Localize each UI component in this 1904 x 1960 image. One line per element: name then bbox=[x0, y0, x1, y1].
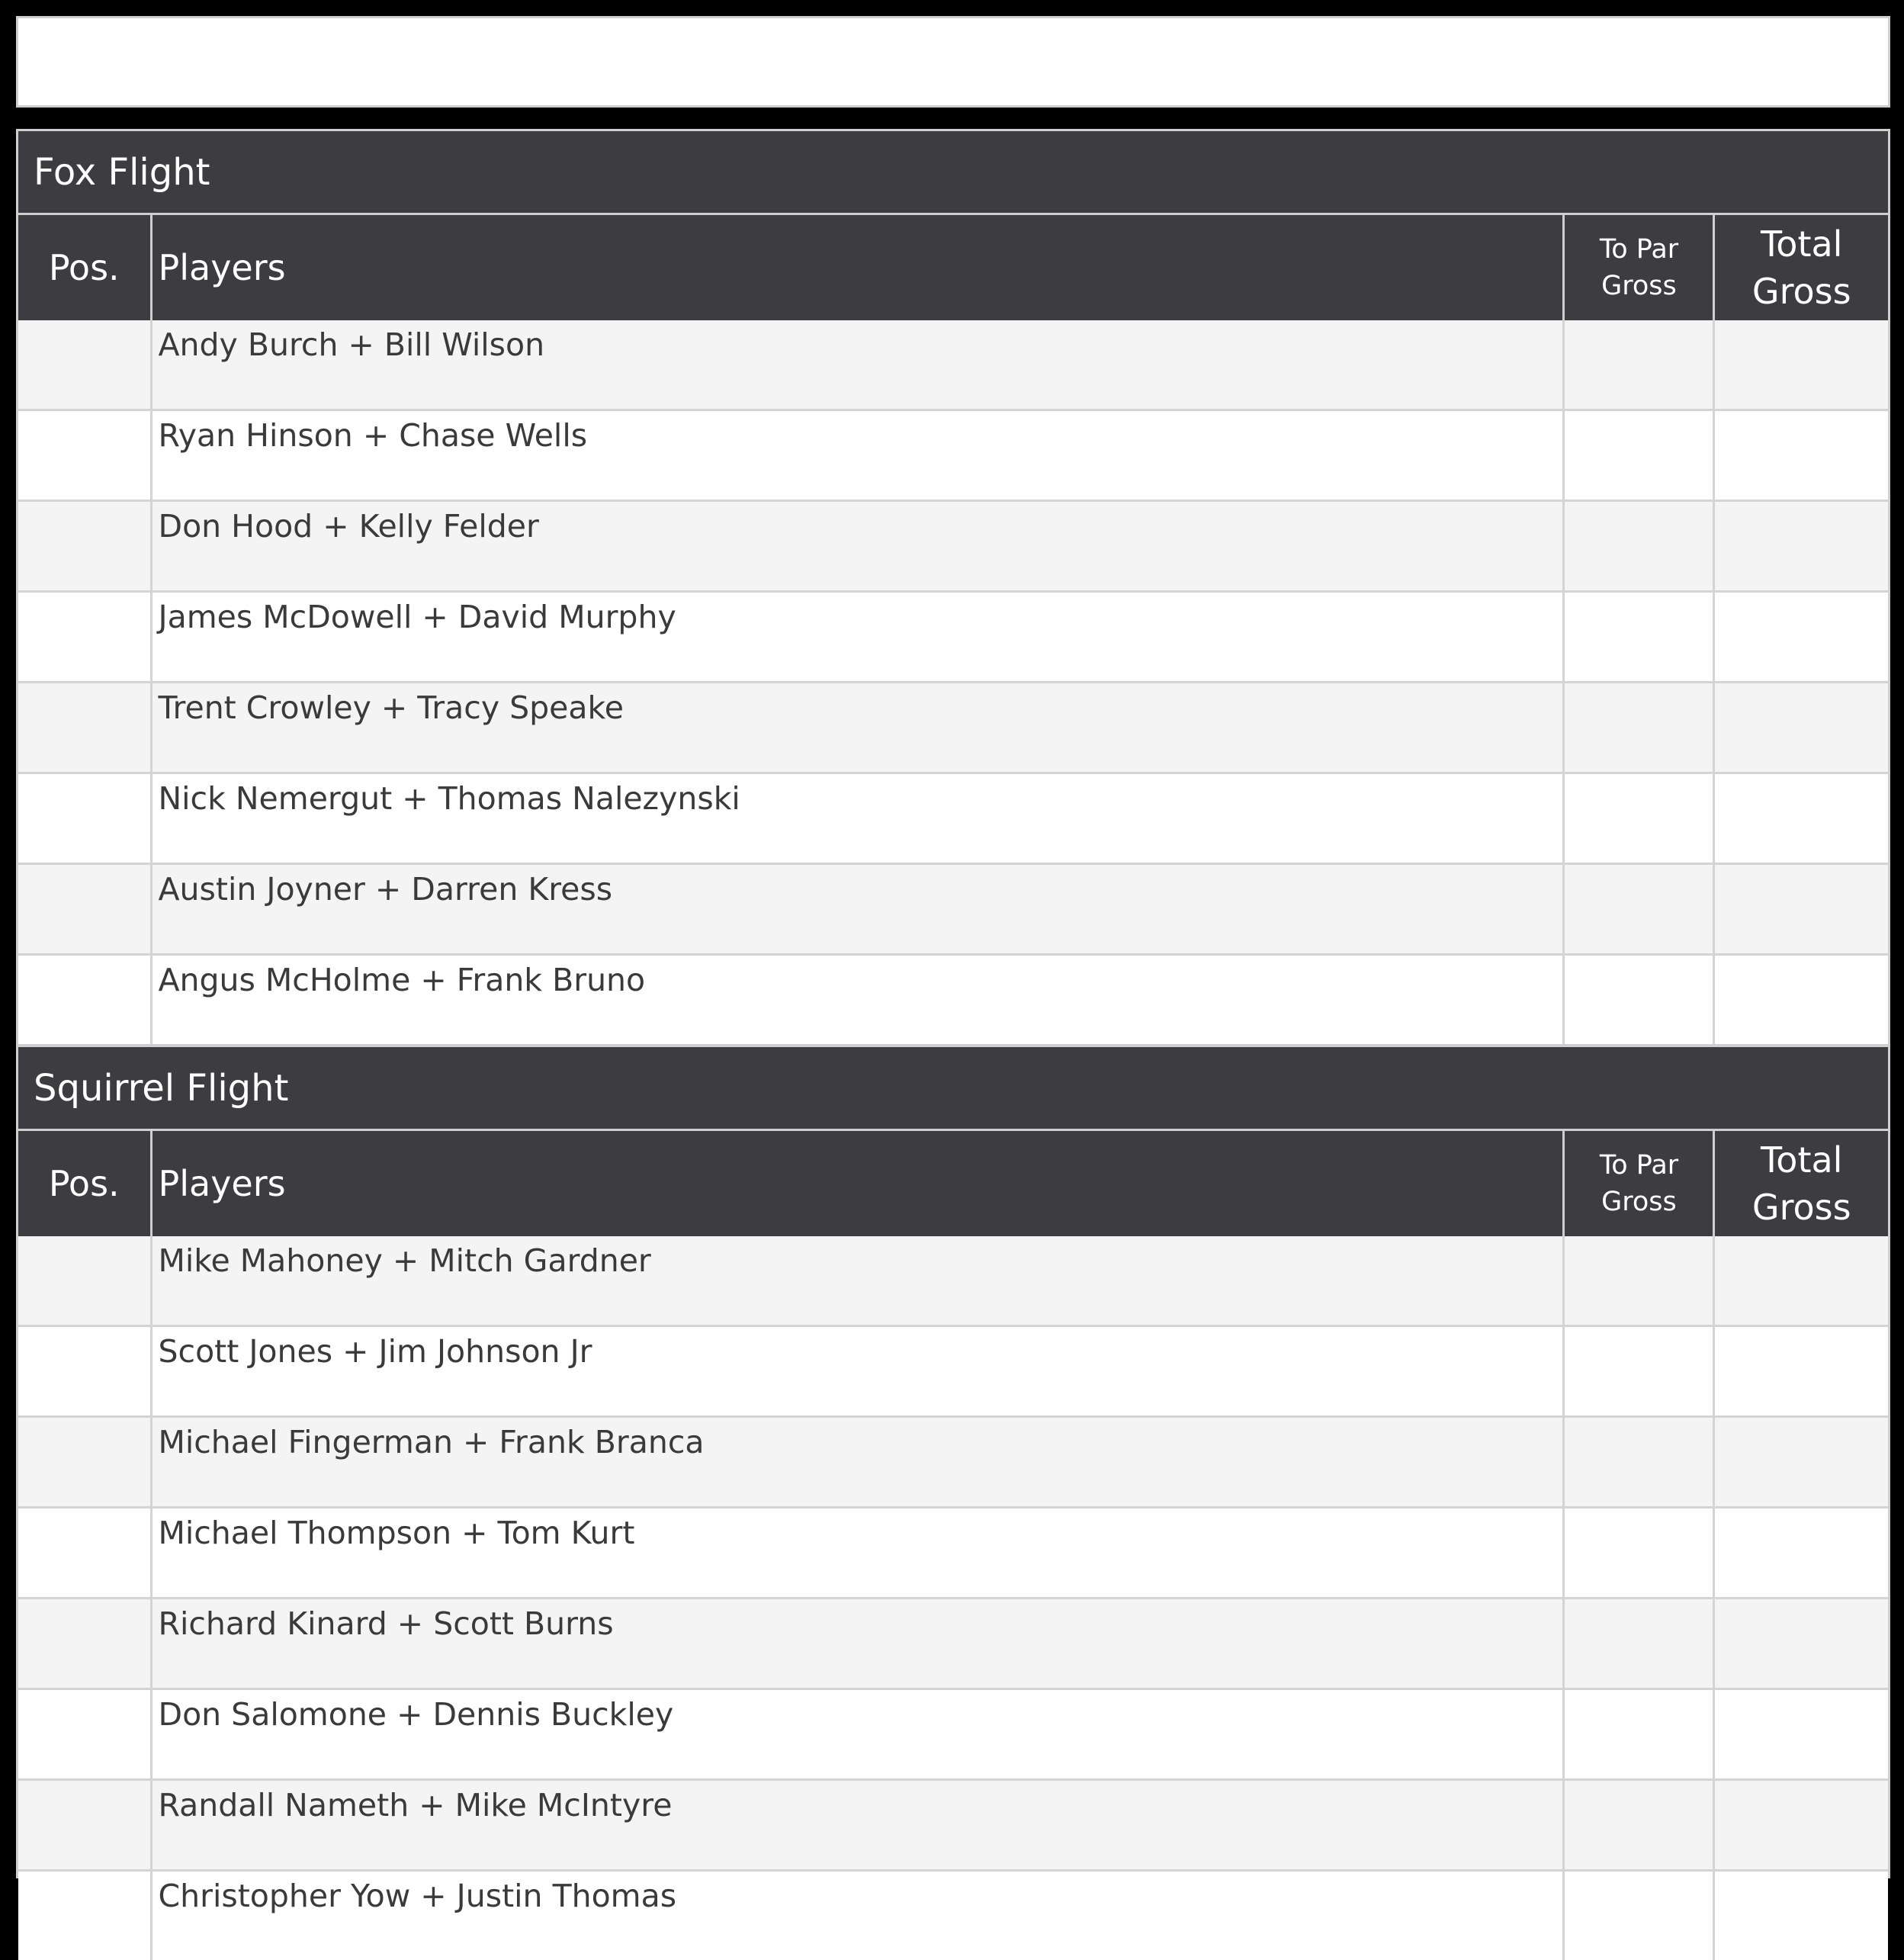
total-header-line2: Gross bbox=[1716, 268, 1887, 315]
to-par-cell bbox=[1564, 864, 1714, 955]
pos-cell bbox=[18, 592, 151, 683]
leaderboard bbox=[16, 129, 1890, 1878]
to-par-cell bbox=[1564, 1326, 1714, 1417]
to-par-cell bbox=[1564, 1236, 1714, 1326]
top-banner bbox=[16, 16, 1890, 108]
pos-cell bbox=[18, 320, 151, 410]
players-cell: Christopher Yow + Justin Thomas bbox=[151, 1871, 1564, 1960]
to-par-header-line1: To Par bbox=[1565, 1147, 1712, 1184]
table-row bbox=[18, 592, 1888, 683]
table-row bbox=[18, 1599, 1888, 1689]
table-row bbox=[18, 773, 1888, 864]
fox-flight-table bbox=[18, 131, 1888, 1044]
table-row bbox=[18, 1236, 1888, 1326]
total-header-line1: Total bbox=[1716, 1136, 1887, 1184]
players-cell: Mike Mahoney + Mitch Gardner bbox=[151, 1236, 1564, 1326]
to-par-cell bbox=[1564, 410, 1714, 501]
table-row bbox=[18, 1871, 1888, 1960]
pos-cell bbox=[18, 1599, 151, 1689]
total-cell bbox=[1714, 773, 1888, 864]
total-cell bbox=[1714, 864, 1888, 955]
flight-title: Fox Flight bbox=[18, 131, 1888, 214]
to-par-cell bbox=[1564, 955, 1714, 1045]
pos-cell bbox=[18, 1417, 151, 1508]
table-row bbox=[18, 955, 1888, 1045]
pos-cell bbox=[18, 1689, 151, 1780]
pos-cell bbox=[18, 955, 151, 1045]
pos-cell bbox=[18, 1326, 151, 1417]
table-row bbox=[18, 1689, 1888, 1780]
total-cell bbox=[1714, 955, 1888, 1045]
total-cell bbox=[1714, 1780, 1888, 1871]
to-par-cell bbox=[1564, 501, 1714, 592]
to-par-gross-column-header bbox=[1564, 214, 1714, 321]
total-cell bbox=[1714, 683, 1888, 773]
to-par-header-line2: Gross bbox=[1565, 1184, 1712, 1220]
players-cell: Randall Nameth + Mike McIntyre bbox=[151, 1780, 1564, 1871]
column-header-row bbox=[18, 214, 1888, 321]
players-cell: Don Salomone + Dennis Buckley bbox=[151, 1689, 1564, 1780]
players-cell: Michael Fingerman + Frank Branca bbox=[151, 1417, 1564, 1508]
pos-cell bbox=[18, 683, 151, 773]
table-row bbox=[18, 864, 1888, 955]
players-cell: Trent Crowley + Tracy Speake bbox=[151, 683, 1564, 773]
total-cell bbox=[1714, 501, 1888, 592]
flight-title: Squirrel Flight bbox=[18, 1047, 1888, 1130]
total-cell bbox=[1714, 1417, 1888, 1508]
total-cell bbox=[1714, 320, 1888, 410]
players-cell: Scott Jones + Jim Johnson Jr bbox=[151, 1326, 1564, 1417]
squirrel-flight-table bbox=[18, 1047, 1888, 1960]
table-row bbox=[18, 683, 1888, 773]
pos-column-header: Pos. bbox=[18, 214, 151, 321]
to-par-gross-column-header bbox=[1564, 1130, 1714, 1237]
table-row bbox=[18, 1326, 1888, 1417]
total-cell bbox=[1714, 1689, 1888, 1780]
pos-cell bbox=[18, 1780, 151, 1871]
to-par-cell bbox=[1564, 1417, 1714, 1508]
to-par-cell bbox=[1564, 1508, 1714, 1599]
pos-column-header: Pos. bbox=[18, 1130, 151, 1237]
column-header-row bbox=[18, 1130, 1888, 1237]
pos-cell bbox=[18, 773, 151, 864]
table-row bbox=[18, 1508, 1888, 1599]
to-par-cell bbox=[1564, 773, 1714, 864]
to-par-cell bbox=[1564, 1599, 1714, 1689]
to-par-cell bbox=[1564, 683, 1714, 773]
pos-cell bbox=[18, 410, 151, 501]
total-cell bbox=[1714, 1871, 1888, 1960]
players-cell: Don Hood + Kelly Felder bbox=[151, 501, 1564, 592]
players-cell: Nick Nemergut + Thomas Nalezynski bbox=[151, 773, 1564, 864]
total-cell bbox=[1714, 1508, 1888, 1599]
to-par-cell bbox=[1564, 320, 1714, 410]
table-row bbox=[18, 501, 1888, 592]
pos-cell bbox=[18, 501, 151, 592]
total-cell bbox=[1714, 1236, 1888, 1326]
total-cell bbox=[1714, 410, 1888, 501]
flight-title-row bbox=[18, 131, 1888, 214]
total-cell bbox=[1714, 1599, 1888, 1689]
table-row bbox=[18, 1417, 1888, 1508]
to-par-cell bbox=[1564, 592, 1714, 683]
pos-cell bbox=[18, 864, 151, 955]
players-cell: Angus McHolme + Frank Bruno bbox=[151, 955, 1564, 1045]
pos-cell bbox=[18, 1871, 151, 1960]
to-par-cell bbox=[1564, 1689, 1714, 1780]
players-cell: Richard Kinard + Scott Burns bbox=[151, 1599, 1564, 1689]
total-header-line1: Total bbox=[1716, 220, 1887, 268]
players-cell: Andy Burch + Bill Wilson bbox=[151, 320, 1564, 410]
total-cell bbox=[1714, 592, 1888, 683]
total-cell bbox=[1714, 1326, 1888, 1417]
pos-cell bbox=[18, 1236, 151, 1326]
total-gross-column-header bbox=[1714, 1130, 1888, 1237]
players-column-header: Players bbox=[151, 1130, 1564, 1237]
total-header-line2: Gross bbox=[1716, 1184, 1887, 1231]
table-row bbox=[18, 1780, 1888, 1871]
total-gross-column-header bbox=[1714, 214, 1888, 321]
table-row bbox=[18, 410, 1888, 501]
table-row bbox=[18, 320, 1888, 410]
to-par-header-line2: Gross bbox=[1565, 268, 1712, 304]
players-cell: James McDowell + David Murphy bbox=[151, 592, 1564, 683]
players-cell: Austin Joyner + Darren Kress bbox=[151, 864, 1564, 955]
to-par-cell bbox=[1564, 1780, 1714, 1871]
to-par-header-line1: To Par bbox=[1565, 231, 1712, 268]
players-cell: Michael Thompson + Tom Kurt bbox=[151, 1508, 1564, 1599]
to-par-cell bbox=[1564, 1871, 1714, 1960]
pos-cell bbox=[18, 1508, 151, 1599]
flight-title-row bbox=[18, 1047, 1888, 1130]
players-column-header: Players bbox=[151, 214, 1564, 321]
players-cell: Ryan Hinson + Chase Wells bbox=[151, 410, 1564, 501]
